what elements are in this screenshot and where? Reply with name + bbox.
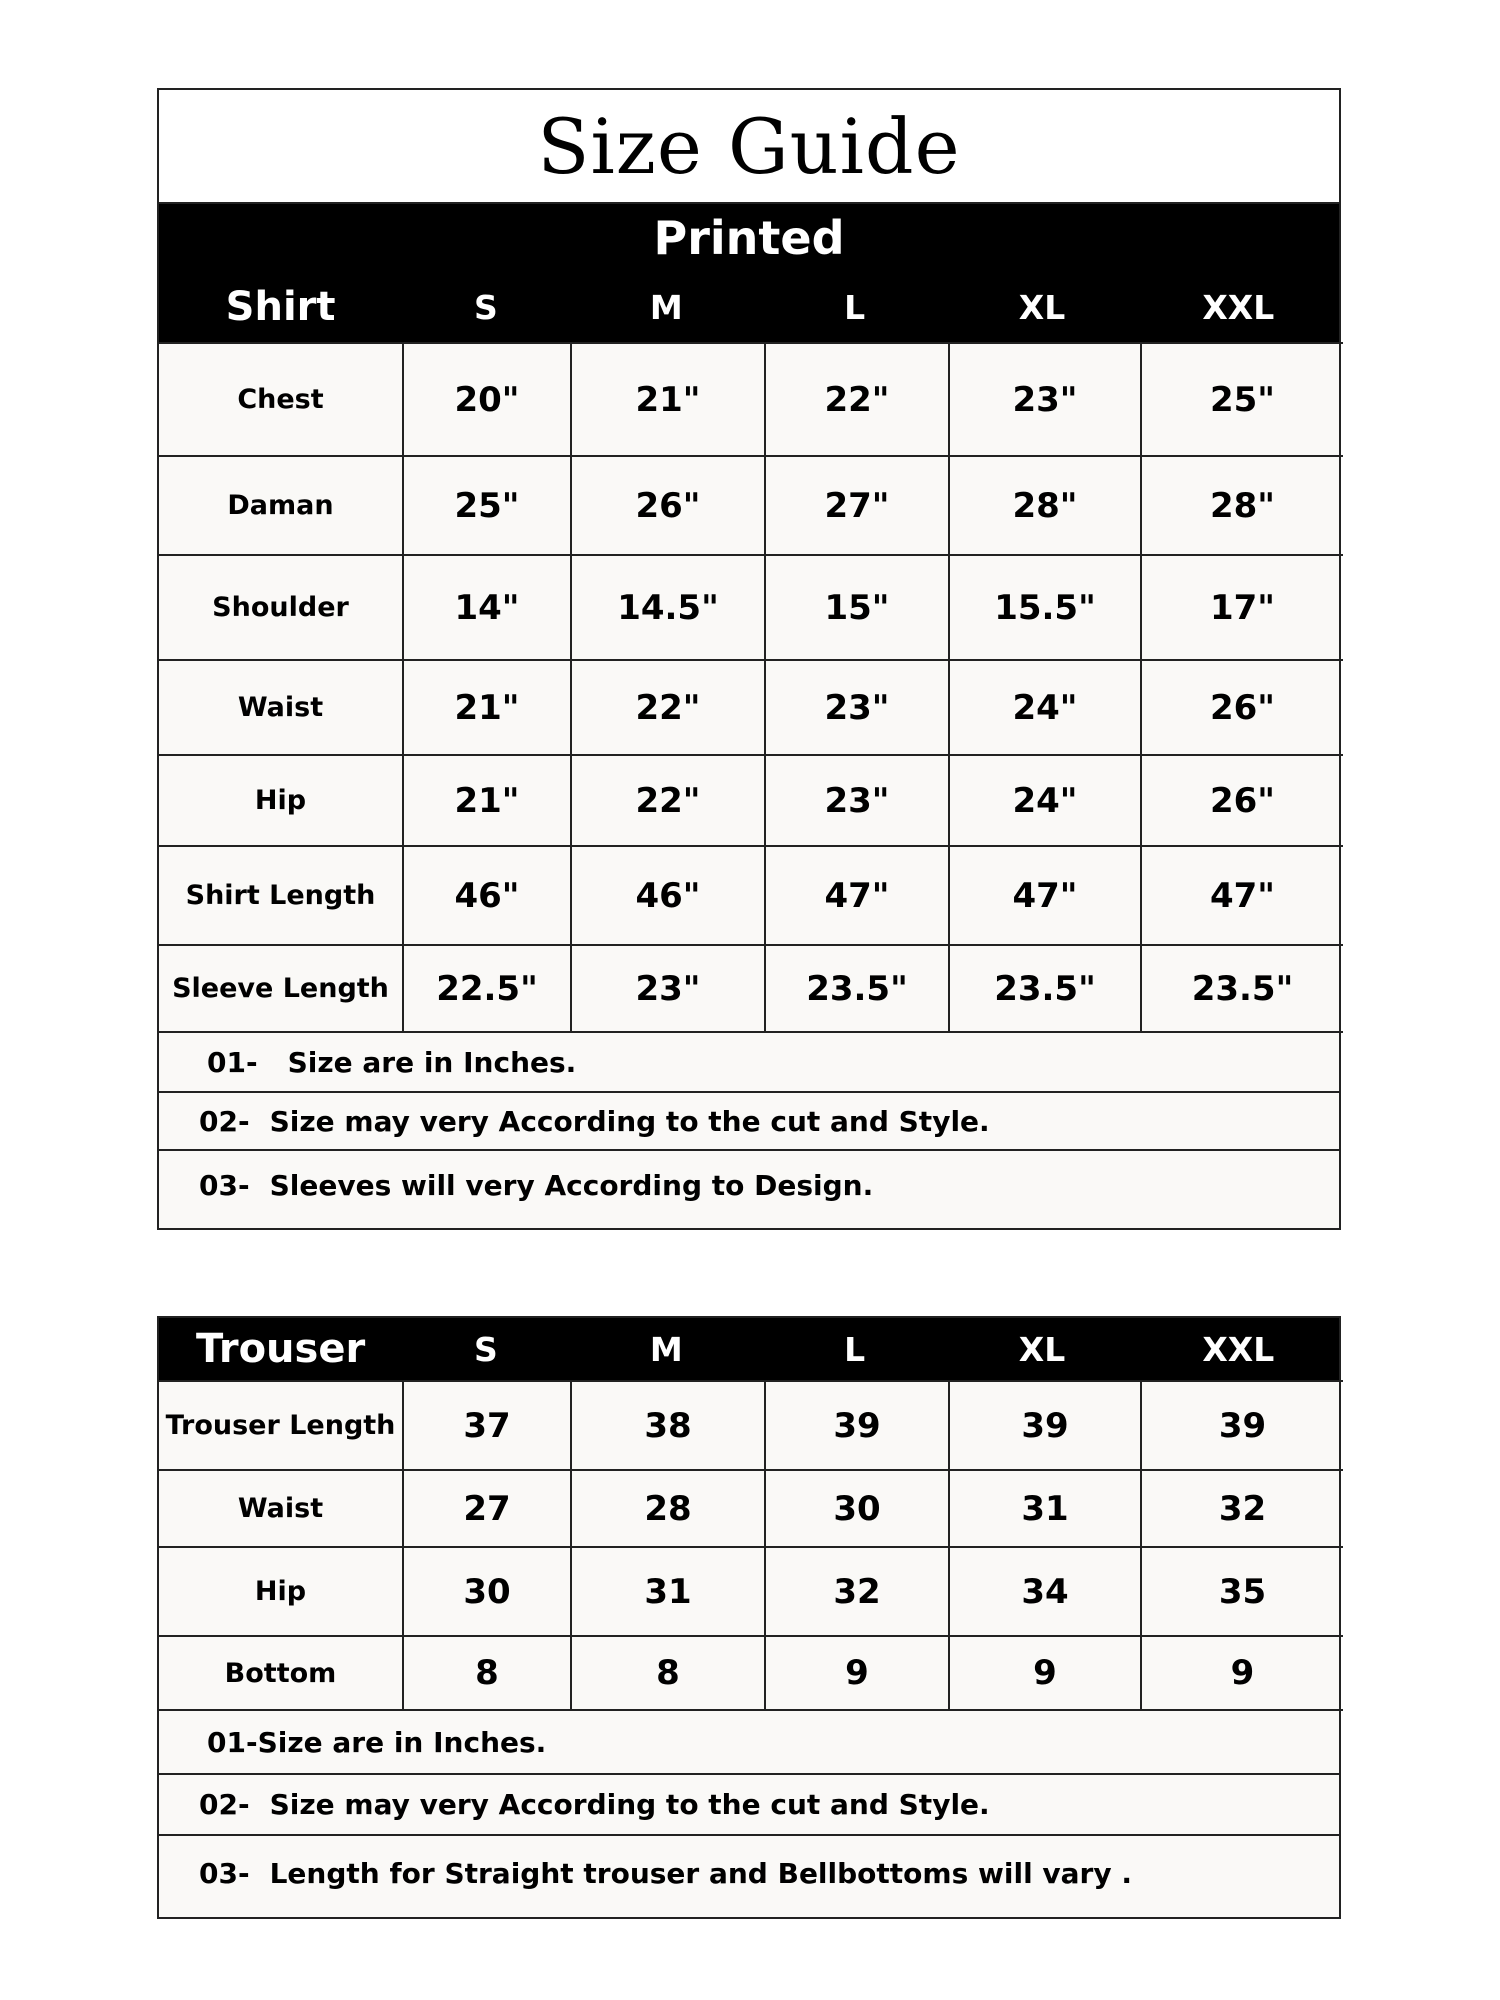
measurement-cell: 30 <box>403 1547 571 1636</box>
table-row <box>159 660 1343 755</box>
measurement-cell: 32 <box>1141 1470 1343 1547</box>
subtitle: Printed <box>653 211 845 265</box>
measurement-cell: 26" <box>1141 660 1343 755</box>
measurement-cell: 15.5" <box>949 555 1141 660</box>
size-header-s: S <box>474 1329 498 1369</box>
measurement-cell: 39 <box>949 1381 1141 1470</box>
size-header-m: M <box>649 1329 683 1369</box>
measurement-cell: 23.5" <box>765 945 949 1032</box>
measurement-cell: 22" <box>571 660 765 755</box>
table-row <box>159 456 1343 555</box>
measurement-cell: 38 <box>571 1381 765 1470</box>
measurement-cell: 24" <box>949 755 1141 846</box>
measurement-cell: 25" <box>403 456 571 555</box>
measurement-cell: 23.5" <box>1141 945 1343 1032</box>
note-text: Length for Straight trouser and Bellbottoms will vary . <box>269 1856 1133 1890</box>
measurement-cell: 47" <box>949 846 1141 945</box>
row-label: Waist <box>159 1470 403 1547</box>
measurement-cell: 30 <box>765 1470 949 1547</box>
trouser-notes <box>159 1711 1339 1910</box>
measurement-cell: 8 <box>571 1636 765 1710</box>
measurement-cell: 31 <box>571 1547 765 1636</box>
measurement-cell: 22" <box>571 755 765 846</box>
size-header-xxl: XXL <box>1202 1329 1275 1369</box>
note-number: 03- <box>199 1856 250 1890</box>
trouser-size-table <box>157 1316 1341 1919</box>
measurement-cell: 23.5" <box>949 945 1141 1032</box>
note-text: Size are in Inches. <box>287 1045 577 1079</box>
measurement-cell: 17" <box>1141 555 1343 660</box>
table-row <box>159 755 1343 846</box>
measurement-cell: 14.5" <box>571 555 765 660</box>
row-label: Hip <box>159 755 403 846</box>
trouser-header-band <box>159 1318 1339 1380</box>
measurement-cell: 37 <box>403 1381 571 1470</box>
trouser-measurements <box>159 1380 1343 1711</box>
measurement-cell: 34 <box>949 1547 1141 1636</box>
table-row <box>159 555 1343 660</box>
measurement-cell: 23" <box>949 343 1141 456</box>
note-text: Size may very According to the cut and Style. <box>269 1788 990 1821</box>
note-item <box>159 1091 1339 1149</box>
size-header-m: M <box>649 287 683 327</box>
measurement-cell: 23" <box>765 755 949 846</box>
measurement-cell: 22.5" <box>403 945 571 1032</box>
note-text: Size are in Inches. <box>257 1725 547 1759</box>
measurement-cell: 22" <box>765 343 949 456</box>
size-header-s: S <box>474 287 498 327</box>
note-number: 01- <box>207 1725 258 1759</box>
measurement-cell: 9 <box>1141 1636 1343 1710</box>
shirt-size-table <box>157 88 1341 1230</box>
measurement-cell: 23" <box>765 660 949 755</box>
row-label: Shirt Length <box>159 846 403 945</box>
measurement-cell: 15" <box>765 555 949 660</box>
measurement-cell: 35 <box>1141 1547 1343 1636</box>
measurement-cell: 47" <box>765 846 949 945</box>
shirt-notes <box>159 1033 1339 1220</box>
note-item <box>159 1149 1339 1220</box>
row-label: Shoulder <box>159 555 403 660</box>
size-header-l: L <box>844 287 866 327</box>
trouser-column-header: Trouser <box>195 1326 366 1372</box>
note-item <box>159 1773 1339 1834</box>
shirt-header-row <box>159 272 1339 342</box>
row-label: Hip <box>159 1547 403 1636</box>
shirt-column-header: Shirt <box>225 284 336 330</box>
size-header-xxl: XXL <box>1202 287 1275 327</box>
measurement-cell: 9 <box>949 1636 1141 1710</box>
measurement-cell: 46" <box>403 846 571 945</box>
table-row <box>159 1636 1343 1710</box>
row-label: Daman <box>159 456 403 555</box>
row-label: Sleeve Length <box>159 945 403 1032</box>
note-number: 02- <box>199 1788 250 1821</box>
shirt-measurements <box>159 342 1343 1033</box>
measurement-cell: 27 <box>403 1470 571 1547</box>
note-item <box>159 1033 1339 1091</box>
measurement-cell: 32 <box>765 1547 949 1636</box>
measurement-cell: 24" <box>949 660 1141 755</box>
measurement-cell: 9 <box>765 1636 949 1710</box>
shirt-header-band <box>159 204 1339 342</box>
table-row <box>159 1381 1343 1470</box>
measurement-cell: 39 <box>1141 1381 1343 1470</box>
note-text: Sleeves will very According to Design. <box>269 1169 874 1202</box>
note-number: 02- <box>199 1104 250 1138</box>
table-row <box>159 846 1343 945</box>
measurement-cell: 21" <box>403 660 571 755</box>
row-label: Chest <box>159 343 403 456</box>
row-label: Bottom <box>159 1636 403 1710</box>
size-header-l: L <box>844 1329 866 1369</box>
table-row <box>159 945 1343 1032</box>
measurement-cell: 28 <box>571 1470 765 1547</box>
table-row <box>159 1470 1343 1547</box>
row-label: Trouser Length <box>159 1381 403 1470</box>
table-row <box>159 1547 1343 1636</box>
measurement-cell: 26" <box>571 456 765 555</box>
row-label: Waist <box>159 660 403 755</box>
measurement-cell: 25" <box>1141 343 1343 456</box>
note-text: Size may very According to the cut and Style. <box>269 1104 990 1138</box>
measurement-cell: 23" <box>571 945 765 1032</box>
measurement-cell: 28" <box>949 456 1141 555</box>
measurement-cell: 26" <box>1141 755 1343 846</box>
measurement-cell: 28" <box>1141 456 1343 555</box>
measurement-cell: 14" <box>403 555 571 660</box>
note-item <box>159 1711 1339 1773</box>
measurement-cell: 46" <box>571 846 765 945</box>
note-number: 01- <box>207 1045 258 1079</box>
measurement-cell: 21" <box>403 755 571 846</box>
size-header-xl: XL <box>1018 1329 1066 1369</box>
size-header-xl: XL <box>1018 287 1066 327</box>
measurement-cell: 39 <box>765 1381 949 1470</box>
note-item <box>159 1834 1339 1910</box>
measurement-cell: 8 <box>403 1636 571 1710</box>
page-title: Size Guide <box>159 90 1339 204</box>
table-row <box>159 343 1343 456</box>
measurement-cell: 31 <box>949 1470 1141 1547</box>
measurement-cell: 47" <box>1141 846 1343 945</box>
trouser-header-row <box>159 1318 1339 1380</box>
measurement-cell: 27" <box>765 456 949 555</box>
measurement-cell: 21" <box>571 343 765 456</box>
note-number: 03- <box>199 1169 250 1202</box>
measurement-cell: 20" <box>403 343 571 456</box>
